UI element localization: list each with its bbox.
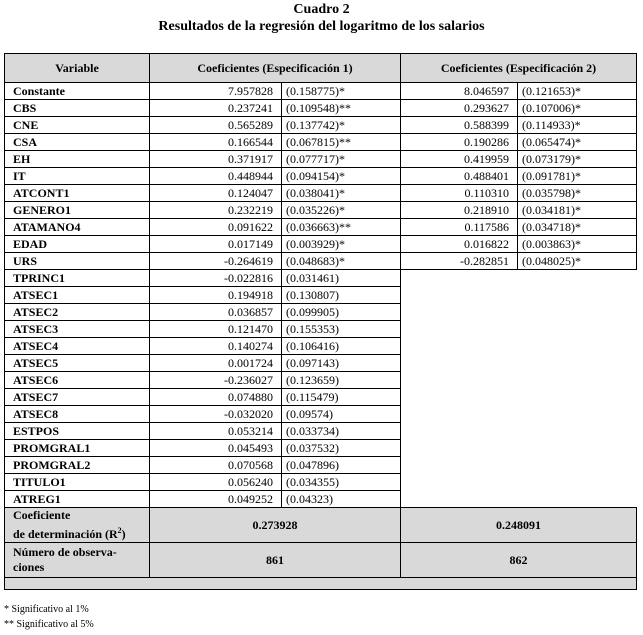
table-title: Cuadro 2 [293, 2, 350, 17]
coef-spec1: -0.032020 [150, 406, 282, 423]
variable-name: ATSEC3 [5, 321, 150, 338]
coef-spec2: 0.293627 [401, 100, 518, 117]
stderr-spec1: (0.033734) [282, 423, 401, 440]
variable-name: PROMGRAL1 [5, 440, 150, 457]
table-row [5, 202, 637, 219]
r2-row [5, 508, 637, 543]
stderr-spec2: (0.091781)* [518, 168, 637, 185]
stderr-spec2: (0.034718)* [518, 219, 637, 236]
variable-name: ATSEC2 [5, 304, 150, 321]
table-subtitle: Resultados de la regresión del logaritmo de los salarios [158, 19, 485, 34]
coef-spec1: 0.001724 [150, 355, 282, 372]
variable-name: URS [5, 253, 150, 270]
coef-spec1: 0.140274 [150, 338, 282, 355]
note-1pct: * Significativo al 1% [4, 604, 89, 615]
coef-spec1: 0.371917 [150, 151, 282, 168]
stderr-spec1: (0.155353) [282, 321, 401, 338]
empty-spec2-area [401, 270, 637, 508]
table-row [5, 83, 637, 100]
coef-spec2: 0.117586 [401, 219, 518, 236]
variable-name: IT [5, 168, 150, 185]
table-row [5, 236, 637, 253]
footer-band-cell [5, 578, 637, 590]
r2-spec1: 0.273928 [150, 508, 401, 543]
coef-spec2: 0.218910 [401, 202, 518, 219]
variable-name: ESTPOS [5, 423, 150, 440]
table-row [5, 185, 637, 202]
stderr-spec2: (0.003863)* [518, 236, 637, 253]
coef-spec1: 0.091622 [150, 219, 282, 236]
variable-name: EDAD [5, 236, 150, 253]
stderr-spec2: (0.048025)* [518, 253, 637, 270]
coef-spec1: 0.448944 [150, 168, 282, 185]
stderr-spec2: (0.107006)* [518, 100, 637, 117]
stderr-spec1: (0.038041)* [282, 185, 401, 202]
coef-spec1: 0.232219 [150, 202, 282, 219]
variable-name: ATSEC5 [5, 355, 150, 372]
coef-spec1: 0.036857 [150, 304, 282, 321]
stderr-spec1: (0.137742)* [282, 117, 401, 134]
table-row [5, 134, 637, 151]
stderr-spec2: (0.034181)* [518, 202, 637, 219]
table-row [5, 270, 637, 287]
variable-name: ATCONT1 [5, 185, 150, 202]
r2-label-sup: 2 [117, 526, 122, 535]
coef-spec1: 0.017149 [150, 236, 282, 253]
variable-name: PROMGRAL2 [5, 457, 150, 474]
stderr-spec1: (0.003929)* [282, 236, 401, 253]
coef-spec1: 0.045493 [150, 440, 282, 457]
coef-spec1: 0.166544 [150, 134, 282, 151]
variable-name: ATSEC8 [5, 406, 150, 423]
variable-name: Constante [5, 83, 150, 100]
coef-spec2: 0.488401 [401, 168, 518, 185]
coef-spec2: 0.419959 [401, 151, 518, 168]
nobs-label [5, 543, 150, 578]
variable-name: ATSEC7 [5, 389, 150, 406]
stderr-spec1: (0.037532) [282, 440, 401, 457]
header-spec1: Coeficientes (Especificación 1) [150, 54, 401, 83]
note-5pct: ** Significativo al 5% [4, 619, 94, 630]
header-variable: Variable [5, 54, 150, 83]
stderr-spec2: (0.073179)* [518, 151, 637, 168]
nobs-label-line1: Número de observa- [13, 545, 117, 559]
table-row [5, 100, 637, 117]
table-row [5, 253, 637, 270]
regression-table [4, 53, 637, 590]
header-spec2: Coeficientes (Especificación 2) [401, 54, 637, 83]
variable-name: ATAMANO4 [5, 219, 150, 236]
coef-spec1: 0.565289 [150, 117, 282, 134]
stderr-spec2: (0.121653)* [518, 83, 637, 100]
coef-spec2: 0.588399 [401, 117, 518, 134]
coef-spec1: -0.236027 [150, 372, 282, 389]
stderr-spec2: (0.065474)* [518, 134, 637, 151]
r2-spec2: 0.248091 [401, 508, 637, 543]
coef-spec2: 0.110310 [401, 185, 518, 202]
nobs-spec2: 862 [401, 543, 637, 578]
stderr-spec1: (0.109548)** [282, 100, 401, 117]
coef-spec1: -0.264619 [150, 253, 282, 270]
stderr-spec1: (0.130807) [282, 287, 401, 304]
coef-spec1: 0.053214 [150, 423, 282, 440]
stderr-spec1: (0.094154)* [282, 168, 401, 185]
table-row [5, 151, 637, 168]
table-footer-band [5, 578, 637, 590]
coef-spec1: 0.056240 [150, 474, 282, 491]
coef-spec2: 0.016822 [401, 236, 518, 253]
nobs-label-line2: ciones [13, 560, 45, 574]
table-row [5, 168, 637, 185]
r2-label-end: ) [121, 527, 126, 541]
stderr-spec1: (0.115479) [282, 389, 401, 406]
stderr-spec1: (0.097143) [282, 355, 401, 372]
coef-spec1: 0.124047 [150, 185, 282, 202]
variable-name: CNE [5, 117, 150, 134]
coef-spec1: 7.957828 [150, 83, 282, 100]
stderr-spec1: (0.031461) [282, 270, 401, 287]
variable-name: CSA [5, 134, 150, 151]
r2-label [5, 508, 150, 543]
coef-spec1: 0.194918 [150, 287, 282, 304]
stderr-spec1: (0.034355) [282, 474, 401, 491]
variable-name: ATSEC4 [5, 338, 150, 355]
table-row [5, 117, 637, 134]
variable-name: TITULO1 [5, 474, 150, 491]
variable-name: CBS [5, 100, 150, 117]
r2-label-line2: de determinación (R [13, 527, 118, 541]
variable-name: ATREG1 [5, 491, 150, 508]
stderr-spec1: (0.123659) [282, 372, 401, 389]
coef-spec2: 0.190286 [401, 134, 518, 151]
stderr-spec1: (0.035226)* [282, 202, 401, 219]
variable-name: EH [5, 151, 150, 168]
stderr-spec1: (0.106416) [282, 338, 401, 355]
coef-spec1: 0.074880 [150, 389, 282, 406]
stderr-spec1: (0.09574) [282, 406, 401, 423]
coef-spec1: 0.049252 [150, 491, 282, 508]
stderr-spec2: (0.035798)* [518, 185, 637, 202]
coef-spec1: 0.237241 [150, 100, 282, 117]
stderr-spec1: (0.077717)* [282, 151, 401, 168]
stderr-spec1: (0.036663)** [282, 219, 401, 236]
variable-name: GENERO1 [5, 202, 150, 219]
variable-name: ATSEC1 [5, 287, 150, 304]
stderr-spec1: (0.047896) [282, 457, 401, 474]
coef-spec1: 0.121470 [150, 321, 282, 338]
coef-spec1: 0.070568 [150, 457, 282, 474]
stderr-spec1: (0.067815)** [282, 134, 401, 151]
variable-name: ATSEC6 [5, 372, 150, 389]
stderr-spec1: (0.04323) [282, 491, 401, 508]
nobs-spec1: 861 [150, 543, 401, 578]
variable-name: TPRINC1 [5, 270, 150, 287]
coef-spec2: 8.046597 [401, 83, 518, 100]
r2-label-line1: Coeficiente [13, 508, 71, 522]
stderr-spec1: (0.099905) [282, 304, 401, 321]
stderr-spec1: (0.158775)* [282, 83, 401, 100]
stderr-spec2: (0.114933)* [518, 117, 637, 134]
coef-spec2: -0.282851 [401, 253, 518, 270]
stderr-spec1: (0.048683)* [282, 253, 401, 270]
table-row [5, 219, 637, 236]
nobs-row [5, 543, 637, 578]
coef-spec1: -0.022816 [150, 270, 282, 287]
